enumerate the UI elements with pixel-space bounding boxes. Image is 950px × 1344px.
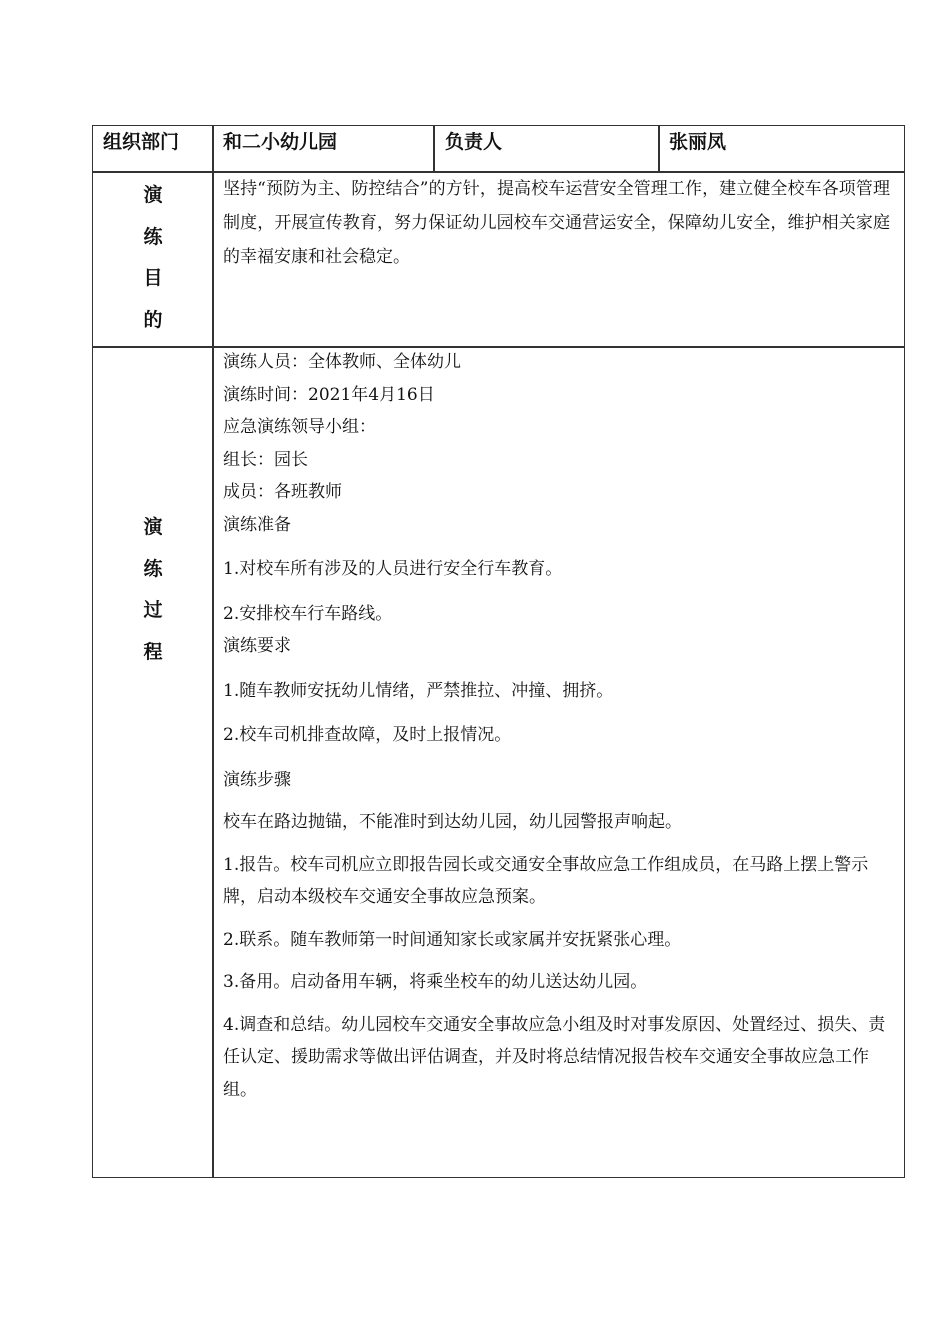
process-line: 演练时间：2021年4月16日 bbox=[223, 384, 435, 405]
process-label: 演 练 过 程 bbox=[143, 516, 163, 663]
org-label: 组织部门 bbox=[103, 131, 180, 153]
owner-label: 负责人 bbox=[445, 131, 503, 153]
purpose-text: 坚持“预防为主、防控结合”的方针，提高校车运营安全管理工作，建立健全校车各项管理制度，开展宣传教育，努力保证幼儿园校车交通营运安全，保障幼儿安全，维护相关家庭的幸福安康和社会稳定。 bbox=[223, 179, 890, 267]
process-line: 演练准备 bbox=[223, 514, 291, 535]
process-line: 成员：各班教师 bbox=[223, 482, 342, 502]
process-line: 2.联系。随车教师第一时间通知家长或家属并安抚紧张心理。 bbox=[223, 929, 682, 950]
column-divider bbox=[658, 126, 660, 172]
process-line: 3.备用。启动备用车辆，将乘坐校车的幼儿送达幼儿园。 bbox=[223, 972, 648, 992]
drill-record-table bbox=[92, 125, 905, 1178]
purpose-label: 演 练 目 的 bbox=[143, 184, 163, 331]
org-value: 和二小幼儿园 bbox=[223, 131, 338, 153]
owner-value: 张丽凤 bbox=[669, 131, 727, 153]
column-divider bbox=[433, 126, 435, 172]
process-line: 1.报告。校车司机应立即报告园长或交通安全事故应急工作组成员，在马路上摆上警示牌，启动本级校车交通安全事故应急预案。 bbox=[223, 854, 869, 907]
process-line: 1.对校车所有涉及的人员进行安全行车教育。 bbox=[223, 559, 563, 579]
process-content bbox=[223, 346, 890, 1106]
process-line: 组长：园长 bbox=[223, 449, 308, 470]
process-line: 4.调查和总结。幼儿园校车交通安全事故应急小组及时对事发原因、处置经过、损失、责任认定、援助需求等做出评估调查，并及时将总结情况报告校车交通安全事故应急工作组。 bbox=[223, 1014, 886, 1100]
process-line: 2.安排校车行车路线。 bbox=[223, 603, 393, 624]
process-line: 2.校车司机排查故障，及时上报情况。 bbox=[223, 725, 512, 745]
process-line: 校车在路边抛锚，不能准时到达幼儿园，幼儿园警报声响起。 bbox=[223, 812, 682, 832]
process-line: 1.随车教师安抚幼儿情绪，严禁推拉、冲撞、拥挤。 bbox=[223, 680, 614, 701]
process-line: 演练人员：全体教师、全体幼儿 bbox=[223, 352, 461, 372]
process-line: 演练步骤 bbox=[223, 769, 291, 790]
process-line: 演练要求 bbox=[223, 636, 291, 656]
process-line: 应急演练领导小组： bbox=[223, 417, 376, 437]
